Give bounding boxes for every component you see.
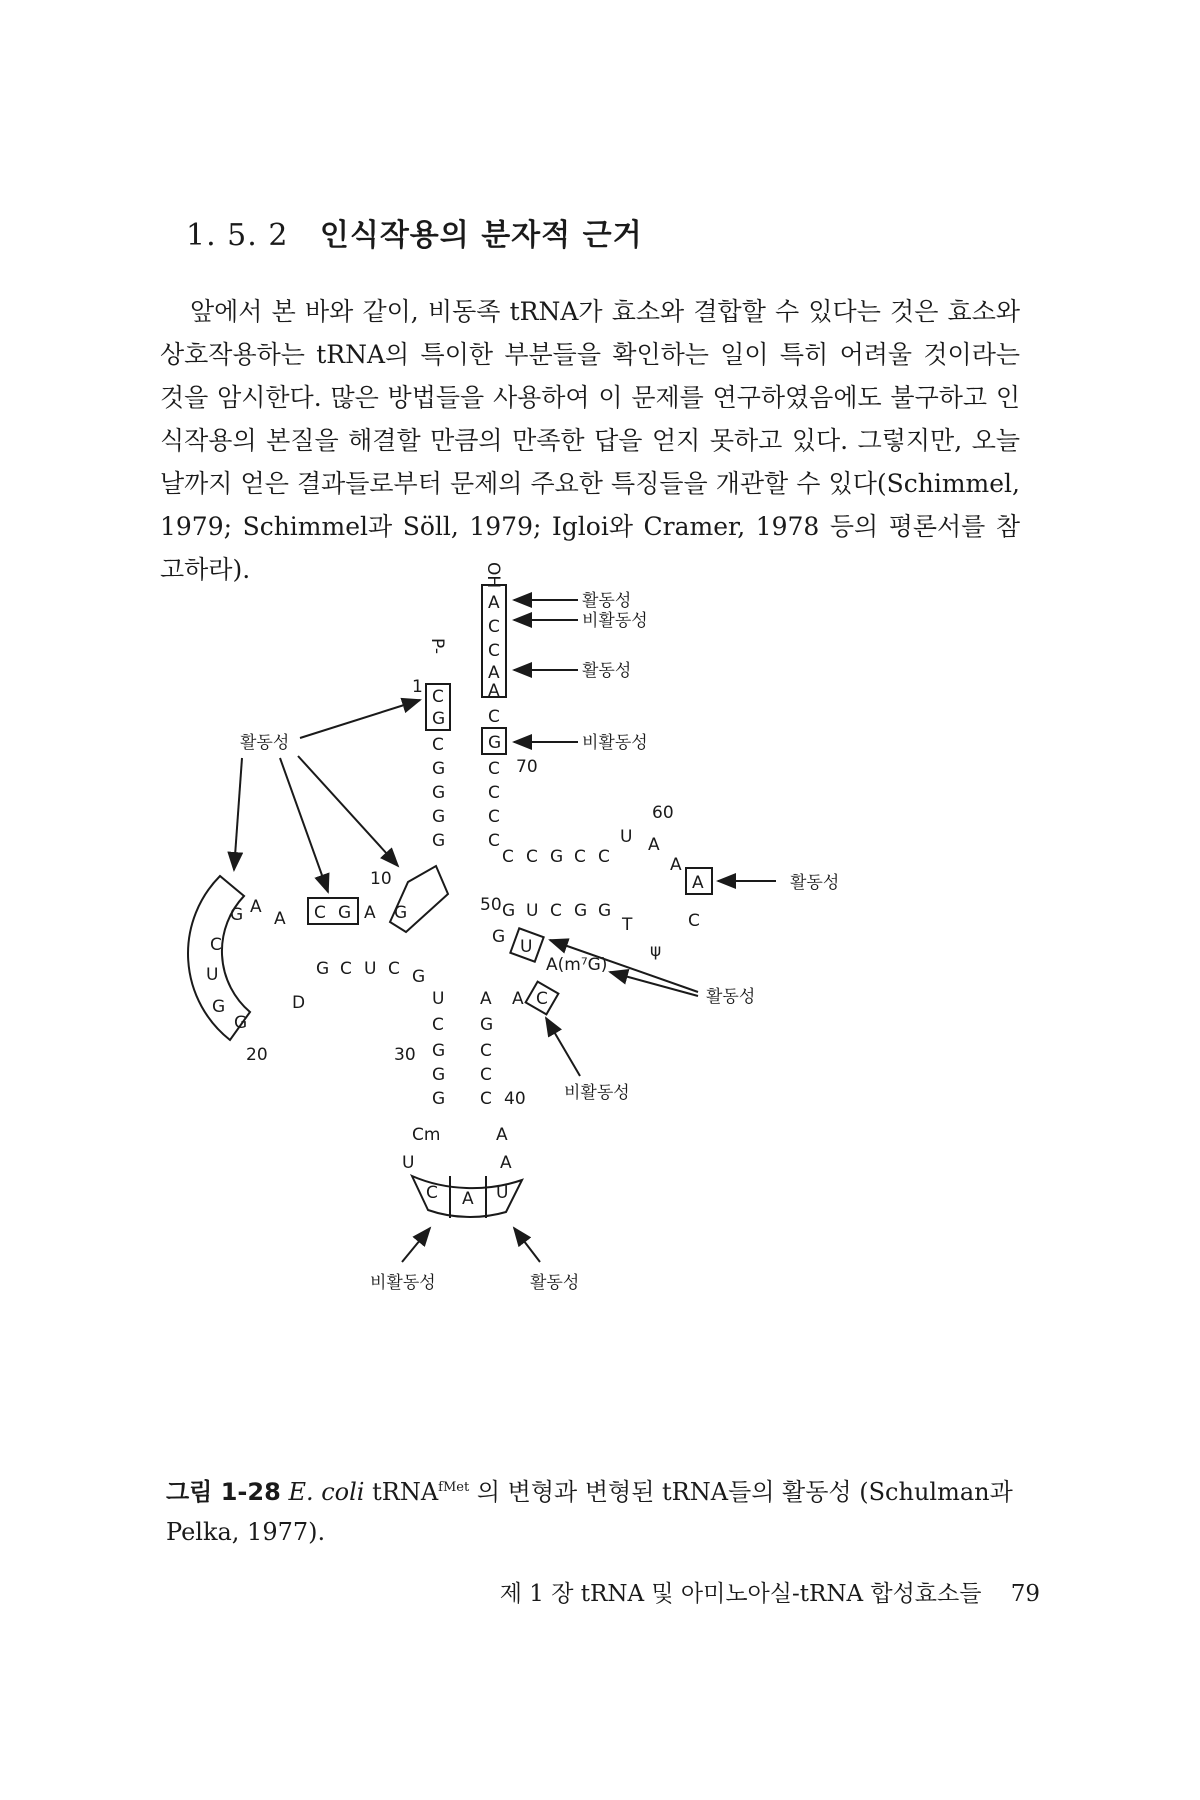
trna-cloverleaf-figure <box>150 562 1050 1800</box>
nt-g53: G <box>598 901 612 921</box>
nt-c75: C <box>488 617 500 637</box>
nt-a72: A <box>488 681 500 701</box>
arrow-to-d-loop <box>234 758 242 870</box>
caption-trna: tRNA <box>372 1478 439 1506</box>
nt-a38: A <box>496 1125 508 1145</box>
psi-symbol: ψ <box>650 941 662 961</box>
anticodon-loop <box>402 1125 512 1173</box>
nt-c56: C <box>688 911 700 931</box>
nt-c71: C <box>488 707 500 727</box>
label-active-a73: 활동성 <box>582 661 632 681</box>
nt-u24: U <box>364 959 377 979</box>
nt-a37: A <box>500 1153 512 1173</box>
nt-g4: G <box>432 759 446 779</box>
section-number: 1. 5. 2 <box>186 218 289 253</box>
nt-u47: U <box>520 937 533 957</box>
nt-c28: C <box>432 1015 444 1035</box>
nt-d20: D <box>292 993 306 1013</box>
nt-c48: G <box>492 927 506 947</box>
arrow-to-c34 <box>402 1228 430 1262</box>
nt-g5: G <box>432 783 446 803</box>
nt-c51: C <box>550 901 562 921</box>
nt-g30: G <box>432 1065 446 1085</box>
nt-t54: T <box>622 915 633 935</box>
nt-c23: C <box>340 959 352 979</box>
nt-u59: U <box>620 827 633 847</box>
position-30: 30 <box>394 1045 416 1065</box>
nt-g63: G <box>550 847 564 867</box>
modified-base-label: A(m⁷G) <box>546 955 608 975</box>
nt-c74: C <box>488 641 500 661</box>
label-inactive-c75: 비활동성 <box>582 611 648 631</box>
nt-c16: G <box>230 905 244 925</box>
caption-species: E. coli <box>288 1478 365 1506</box>
nt-c68: C <box>488 783 500 803</box>
nt-u50: U <box>526 901 539 921</box>
nt-u27: U <box>432 989 445 1009</box>
nt-c34: C <box>426 1183 438 1203</box>
label-active-left: 활동성 <box>240 733 290 753</box>
arrow-to-g46 <box>546 1018 580 1076</box>
nt-c39: C <box>480 1089 492 1109</box>
nt-c17: C <box>210 935 222 955</box>
position-70: 70 <box>516 757 538 777</box>
nt-c66: C <box>488 831 500 851</box>
arrow-to-u36 <box>514 1228 540 1262</box>
nt-g2: G <box>432 709 446 729</box>
nt-g10: G <box>394 903 408 923</box>
nt-c41: C <box>480 1041 492 1061</box>
nt-g6: G <box>432 807 446 827</box>
oh-end-label: OH <box>483 562 503 589</box>
p-end-label: P- <box>427 638 447 655</box>
nt-g52: G <box>574 901 588 921</box>
nt-a14: A <box>274 909 286 929</box>
nt-u36: U <box>496 1183 509 1203</box>
acceptor-3-column <box>482 593 506 851</box>
nt-c1: C <box>432 687 444 707</box>
caption-label: 그림 1-28 <box>166 1478 281 1506</box>
nt-g22: G <box>316 959 330 979</box>
position-20: 20 <box>246 1045 268 1065</box>
running-footer <box>380 1575 1040 1608</box>
t-loop <box>620 827 712 931</box>
nt-u33: U <box>402 1153 415 1173</box>
anticodon-stem-5 <box>432 989 445 1109</box>
nt-g7: G <box>432 831 446 851</box>
section-heading <box>186 210 643 254</box>
cloverleaf-diagram <box>150 562 1050 1460</box>
position-40: 40 <box>504 1089 526 1109</box>
nt-c62: C <box>574 847 586 867</box>
label-active-m7g: 활동성 <box>706 987 756 1007</box>
nt-g46: C <box>536 989 548 1009</box>
nt-a43: A <box>480 989 492 1009</box>
arrow-to-g12 <box>280 758 328 892</box>
nt-c69: C <box>488 759 500 779</box>
label-active-a76: 활동성 <box>582 591 632 611</box>
nt-c61: C <box>598 847 610 867</box>
nt-g31: G <box>432 1089 446 1109</box>
position-60: 60 <box>652 803 674 823</box>
nt-g26: G <box>412 967 426 987</box>
page-number: 79 <box>1010 1581 1040 1607</box>
nt-c3: C <box>432 735 444 755</box>
nt-c13: C <box>314 903 326 923</box>
nt-a11: A <box>364 903 376 923</box>
anticodon-stem-3 <box>480 989 493 1109</box>
nt-a57: A <box>670 855 682 875</box>
nt-a58: A <box>648 835 660 855</box>
nt-a76: A <box>488 593 500 613</box>
section-title: 인식작용의 분자적 근거 <box>319 218 643 253</box>
nt-c64: C <box>526 847 538 867</box>
caption-text: 의 변형과 변형된 tRNA들의 활동성 (Schulman과 Pelka, 1977). <box>166 1478 1013 1546</box>
nt-a73: A <box>488 663 500 683</box>
nt-c25: C <box>388 959 400 979</box>
nt-g19b: G <box>234 1013 248 1033</box>
caption-superscript: fMet <box>438 1480 470 1495</box>
label-active-a57: 활동성 <box>790 873 840 893</box>
body-paragraph: 앞에서 본 바와 같이, 비동족 tRNA가 효소와 결합할 수 있다는 것은 효소와 상호작용하는 tRNA의 특이한 부분들을 확인하는 일이 특히 어려울 것이라는 것을 암시한다. 많은 방법들을 사용하여 이 문제를 연구하였음에도 불구하고 인식작용의 본질을 해결할 만큼의 만족한 답을 얻지 못하고 있다. 그렇지만, 오늘날까지 얻은 결과들로부터 문제의 주요한 특징들을 개관할 수 있다(Schimmel, 1979; Schimmel과 Söll, 1979; Igloi와 Cramer, 1978 등의 평론서를 참고하라). <box>160 297 1020 584</box>
nt-c65: C <box>502 847 514 867</box>
position-1: 1 <box>412 677 423 697</box>
t-stem-top-row <box>502 847 610 867</box>
label-inactive-c34: 비활동성 <box>370 1273 436 1293</box>
arrow-to-c1 <box>300 700 420 738</box>
nt-g49: G <box>502 901 516 921</box>
position-50: 50 <box>480 895 502 915</box>
nt-c67: C <box>488 807 500 827</box>
footer-chapter: 제 1 장 tRNA 및 아미노아실-tRNA 합성효소들 <box>499 1581 982 1607</box>
label-active-u36: 활동성 <box>530 1273 580 1293</box>
figure-caption <box>166 1468 1046 1552</box>
nt-g19: G <box>212 997 226 1017</box>
nt-g12: G <box>338 903 352 923</box>
nt-g15: A <box>250 897 262 917</box>
nt-a45: A <box>512 989 524 1009</box>
nt-a57b: A <box>692 873 704 893</box>
nt-g70: G <box>488 733 502 753</box>
nt-a35: A <box>462 1189 474 1209</box>
label-inactive-g70: 비활동성 <box>582 733 648 753</box>
nt-cm32: Cm <box>412 1125 441 1145</box>
nt-u18: U <box>206 965 219 985</box>
nt-g42: G <box>480 1015 494 1035</box>
position-10: 10 <box>370 869 392 889</box>
nt-g29: G <box>432 1041 446 1061</box>
label-inactive-g46: 비활동성 <box>564 1083 630 1103</box>
nt-c40: C <box>480 1065 492 1085</box>
acceptor-5-column <box>432 687 445 851</box>
